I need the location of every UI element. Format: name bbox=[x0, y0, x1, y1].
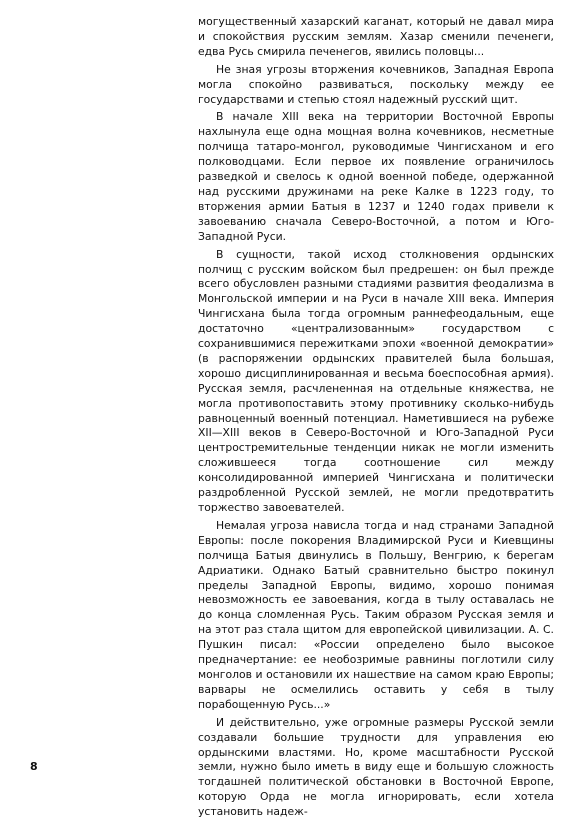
paragraph-3: В начале XIII века на территории Восточной Европы нахлынула еще одна мощная волна кочевников, несметные полчища татаро-монгол, руководимые Чингисханом и его полководцами. Если первое их появление ограничилось разведкой и свелось к одной военной победе, одержанной над русскими дружинами на реке Калке в 1223 году, то вторжения армии Батыя в 1237 и 1240 годах привели к завоеванию сначала Северо-Восточной, а потом и Юго-Западной Руси. bbox=[198, 110, 554, 243]
paragraph-2: Не зная угрозы вторжения кочевников, Западная Европа могла спокойно развиваться, поскольку между ее государствами и степью стоял надежный русский щит. bbox=[198, 62, 554, 106]
paragraph-5: Немалая угроза нависла тогда и над странами Западной Европы: после покорения Владимирской Руси и Киевщины полчища Батыя двинулись в Польшу, Венгрию, к берегам Адриатики. Однако Батый сравнительно быстро покинул пределы Западной Европы, видимо, хорошо понимая невозможность ее завоевания, когда в тылу оставалась не до конца сломленная Русь. Таким образом Русская земля и на этот раз стала щитом для европейской цивилизации. А. С. Пушкин писал: «России определено было высокое предначертание: ее необозримые равнины поглотили силу монголов и остановили их нашествие на самом краю Европы; варвары не осмелились оставить у себя в тылу порабощенную Русь...» bbox=[198, 518, 554, 711]
page-number: 8 bbox=[30, 760, 38, 773]
paragraph-4: В сущности, такой исход столкновения ордынских полчищ с русским войском был предрешен: он был прежде всего обусловлен разными стадиями развития феодализма в Монгольской империи и на Руси в начале XIII века. Империя Чингисхана была тогда огромным раннефеодальным, еще достаточно «централизованным» государством с сохранившимися пережитками эпохи «военной демократии» (в распоряжении ордынских правителей была большая, хорошо дисциплинированная и весьма боеспособная армия). Русская земля, расчлененная на отдельные княжества, не могла противопоставить этому противнику сколько-нибудь равноценный военный потенциал. Наметившиеся на рубеже XII—XIII веков в Северо-Восточной и Юго-Западной Руси центростремительные тенденции никак не могли изменить сложившееся тогда соотношение сил между консолидированной империей Чингисхана и политически раздробленной Русской землей, не могли предотвратить торжество завоевателей. bbox=[198, 247, 554, 514]
main-text-column bbox=[198, 15, 554, 823]
paragraph-6: И действительно, уже огромные размеры Русской земли создавали большие трудности для управления ею ордынскими властями. Но, кроме масштабности Русской земли, нужно было иметь в виду еще и большую сложность тогдашней политической обстановки в Восточной Европе, которую Орда не могла игнорировать, если хотела установить надеж- bbox=[198, 715, 554, 819]
paragraph-1: могущественный хазарский каганат, который не давал мира и спокойствия русским землям. Хазар сменили печенеги, едва Русь смирила печенегов, явились половцы... bbox=[198, 15, 554, 58]
